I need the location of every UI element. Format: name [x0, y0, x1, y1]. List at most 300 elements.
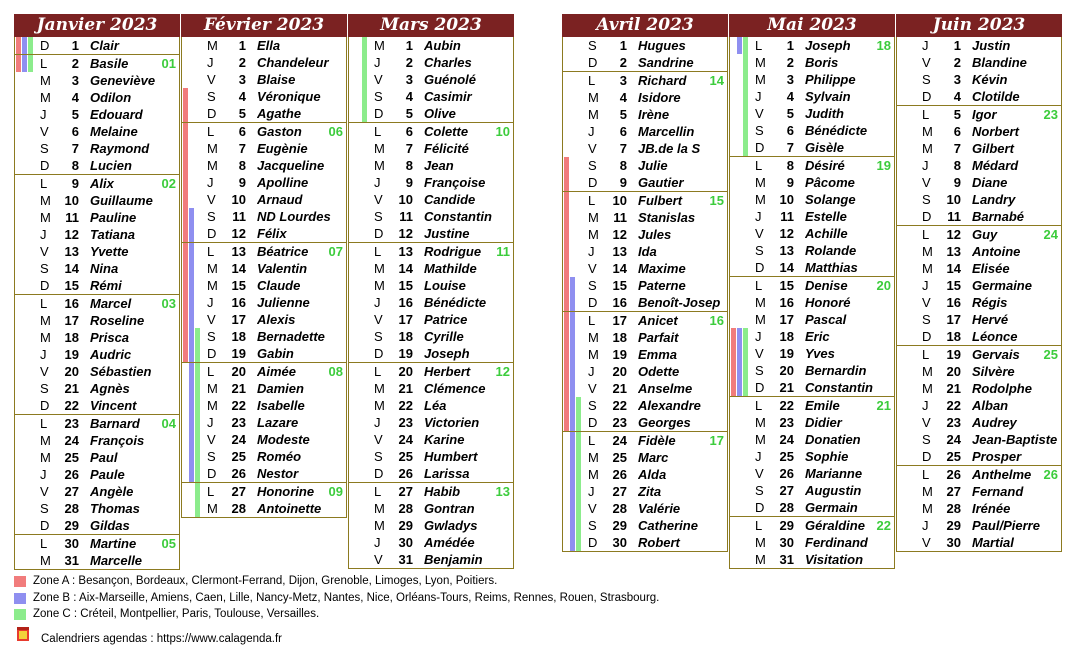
- weekday-letter: J: [922, 38, 929, 53]
- day-number: 6: [619, 124, 627, 139]
- holiday-zone-b-marker: [570, 312, 575, 329]
- weekday-letter: M: [40, 193, 51, 208]
- holiday-zone-a-marker: [183, 277, 188, 294]
- holiday-zone-b-marker: [189, 448, 194, 465]
- day-row: [349, 225, 513, 242]
- saint-name: Félicité: [424, 141, 469, 156]
- day-number: 28: [231, 501, 246, 516]
- day-number: 13: [779, 243, 794, 258]
- saint-name: Germaine: [972, 278, 1032, 293]
- weekday-letter: M: [40, 210, 51, 225]
- holiday-zone-a-marker: [564, 346, 569, 363]
- day-number: 23: [612, 415, 627, 430]
- saint-name: Marc: [638, 450, 669, 465]
- weekday-letter: D: [40, 158, 50, 173]
- day-number: 4: [786, 89, 794, 104]
- day-number: 17: [946, 312, 961, 327]
- holiday-zone-c-marker: [576, 432, 581, 449]
- weekday-letter: M: [207, 398, 218, 413]
- weekday-letter: V: [755, 226, 764, 241]
- weekday-letter: J: [588, 484, 595, 499]
- week-block: [563, 432, 727, 551]
- day-row: [182, 311, 346, 328]
- saint-name: Audric: [90, 347, 132, 362]
- day-number: 20: [779, 363, 794, 378]
- day-row: [349, 517, 513, 534]
- saint-name: Jean-Baptiste: [972, 432, 1058, 447]
- day-number: 22: [779, 398, 794, 413]
- holiday-zone-c-marker: [743, 88, 748, 105]
- week-number: 14: [709, 73, 724, 88]
- week-block: [349, 363, 513, 483]
- saint-name: Géraldine: [805, 518, 865, 533]
- weekday-letter: V: [207, 192, 216, 207]
- saint-name: Candide: [424, 192, 476, 207]
- day-number: 6: [71, 124, 79, 139]
- weekday-letter: S: [755, 123, 764, 138]
- holiday-zone-a-marker: [564, 260, 569, 277]
- day-row: [182, 363, 346, 380]
- saint-name: Eugènie: [257, 141, 308, 156]
- day-row: [563, 449, 727, 466]
- day-number: 9: [238, 175, 246, 190]
- day-number: 28: [64, 501, 79, 516]
- weekday-letter: M: [40, 553, 51, 568]
- weekday-letter: S: [922, 312, 931, 327]
- weekday-letter: L: [922, 227, 930, 242]
- holiday-zone-a-marker: [183, 88, 188, 105]
- holiday-zone-a-marker: [564, 243, 569, 260]
- day-row: [349, 500, 513, 517]
- day-row: [15, 432, 179, 449]
- holiday-zone-b-marker: [570, 414, 575, 431]
- day-row: [897, 328, 1061, 345]
- day-number: 12: [398, 226, 413, 241]
- weekday-letter: M: [40, 90, 51, 105]
- saint-name: Jean: [424, 158, 454, 173]
- saint-name: Blaise: [257, 72, 296, 87]
- weekday-letter: V: [207, 72, 216, 87]
- holiday-zone-b-marker: [189, 243, 194, 260]
- saint-name: Jacqueline: [257, 158, 325, 173]
- day-number: 23: [398, 415, 413, 430]
- holiday-zone-c-marker: [195, 500, 200, 517]
- day-row: [349, 88, 513, 105]
- week-block: [563, 192, 727, 312]
- zone-b-text: Zone B : Aix-Marseille, Amiens, Caen, Lille, Nancy-Metz, Nantes, Nice, Orléans-Tours, Reims, Rennes, Rouen, Strasbourg.: [33, 592, 660, 604]
- day-number: 12: [64, 227, 79, 242]
- saint-name: Béatrice: [257, 244, 309, 259]
- saint-name: Rémi: [90, 278, 122, 293]
- saint-name: Catherine: [638, 518, 698, 533]
- day-row: [897, 517, 1061, 534]
- week-number: 18: [876, 38, 891, 53]
- weekday-letter: S: [207, 329, 216, 344]
- weekday-letter: M: [755, 432, 766, 447]
- day-row: [730, 431, 894, 448]
- day-row: [182, 123, 346, 140]
- day-number: 27: [64, 484, 79, 499]
- day-number: 26: [231, 466, 246, 481]
- saint-name: François: [90, 433, 145, 448]
- holiday-zone-b-marker: [189, 465, 194, 482]
- saint-name: Victorien: [424, 415, 480, 430]
- weekday-letter: M: [755, 312, 766, 327]
- saint-name: Casimir: [424, 89, 472, 104]
- saint-name: Isabelle: [257, 398, 305, 413]
- holiday-zone-b-marker: [570, 517, 575, 534]
- weekday-letter: M: [207, 158, 218, 173]
- saint-name: Alexandre: [638, 398, 701, 413]
- week-block: [563, 312, 727, 432]
- saint-name: Anthelme: [972, 467, 1032, 482]
- week-number: 10: [495, 124, 510, 139]
- saint-name: Fernand: [972, 484, 1024, 499]
- day-row: [563, 89, 727, 106]
- weekday-letter: M: [755, 295, 766, 310]
- saint-name: Melaine: [90, 124, 138, 139]
- holiday-zone-a-marker: [183, 174, 188, 191]
- saint-name: Valentin: [257, 261, 308, 276]
- day-number: 1: [238, 38, 246, 53]
- saint-name: Bernadette: [257, 329, 325, 344]
- day-row: [730, 379, 894, 396]
- day-row: [730, 345, 894, 362]
- day-row: [182, 71, 346, 88]
- week-number: 24: [1043, 227, 1058, 242]
- saint-name: Fidèle: [638, 433, 676, 448]
- day-number: 3: [786, 72, 794, 87]
- saint-name: Prosper: [972, 449, 1022, 464]
- saint-name: Roméo: [257, 449, 302, 464]
- weekday-letter: L: [40, 56, 48, 71]
- day-number: 16: [231, 295, 246, 310]
- weekday-letter: D: [588, 55, 598, 70]
- month-body: [896, 37, 1062, 552]
- weekday-letter: D: [922, 209, 932, 224]
- day-row: [563, 54, 727, 71]
- day-number: 30: [612, 535, 627, 550]
- day-row: [730, 328, 894, 345]
- day-number: 22: [231, 398, 246, 413]
- holiday-zone-b-marker: [22, 55, 27, 72]
- saint-name: Blandine: [972, 55, 1027, 70]
- holiday-zone-a-marker: [564, 226, 569, 243]
- weekday-letter: D: [374, 466, 384, 481]
- weekday-letter: M: [207, 381, 218, 396]
- weekday-letter: D: [40, 278, 50, 293]
- saint-name: Mathilde: [424, 261, 477, 276]
- day-row: [897, 380, 1061, 397]
- weekday-letter: V: [922, 55, 931, 70]
- month-body: [562, 37, 728, 552]
- day-number: 25: [779, 449, 794, 464]
- weekday-letter: D: [922, 329, 932, 344]
- saint-name: Arnaud: [257, 192, 303, 207]
- day-row: [730, 259, 894, 276]
- day-number: 16: [612, 295, 627, 310]
- holiday-zone-b-marker: [737, 37, 742, 54]
- holiday-zone-b-marker: [22, 37, 27, 54]
- week-number: 02: [161, 176, 176, 191]
- saint-name: Raymond: [90, 141, 150, 156]
- holiday-zone-c-marker: [195, 431, 200, 448]
- saint-name: Anselme: [638, 381, 693, 396]
- day-number: 6: [786, 123, 794, 138]
- day-row: [15, 89, 179, 106]
- holiday-zone-a-marker: [564, 277, 569, 294]
- day-row: [563, 397, 727, 414]
- saint-name: Yves: [805, 346, 835, 361]
- day-number: 20: [64, 364, 79, 379]
- week-number: 21: [876, 398, 891, 413]
- saint-name: Clotilde: [972, 89, 1020, 104]
- day-row: [730, 482, 894, 499]
- saint-name: Rodolphe: [972, 381, 1032, 396]
- day-row: [349, 37, 513, 54]
- holiday-zone-a-marker: [564, 192, 569, 209]
- saint-name: Hervé: [972, 312, 1009, 327]
- saint-name: Prisca: [90, 330, 130, 345]
- month-column: [14, 14, 180, 570]
- day-row: [563, 123, 727, 140]
- month-column: [562, 14, 728, 570]
- day-row: [563, 517, 727, 534]
- saint-name: Colette: [424, 124, 469, 139]
- holiday-zone-c-marker: [195, 363, 200, 380]
- weekday-letter: L: [922, 347, 930, 362]
- month-body: [14, 37, 180, 570]
- day-row: [15, 192, 179, 209]
- holiday-zone-a-marker: [731, 345, 736, 362]
- week-block: [897, 466, 1061, 551]
- weekday-letter: L: [755, 38, 763, 53]
- saint-name: Yvette: [90, 244, 129, 259]
- day-number: 21: [779, 380, 794, 395]
- day-number: 26: [398, 466, 413, 481]
- day-number: 15: [779, 278, 794, 293]
- holiday-zone-c-marker: [743, 105, 748, 122]
- day-row: [182, 243, 346, 260]
- day-number: 25: [946, 449, 961, 464]
- week-block: [182, 123, 346, 243]
- day-number: 14: [231, 261, 246, 276]
- week-number: 20: [876, 278, 891, 293]
- week-number: 17: [709, 433, 724, 448]
- weekday-letter: M: [922, 141, 933, 156]
- saint-name: Zita: [638, 484, 662, 499]
- day-number: 2: [405, 55, 413, 70]
- weekday-letter: M: [755, 55, 766, 70]
- day-number: 25: [612, 450, 627, 465]
- day-row: [15, 175, 179, 192]
- credit-link[interactable]: Calendriers agendas : https://www.calagenda.fr: [41, 633, 282, 645]
- saint-name: Bernardin: [805, 363, 867, 378]
- day-number: 12: [779, 226, 794, 241]
- weekday-letter: J: [40, 467, 47, 482]
- holiday-zone-a-marker: [564, 157, 569, 174]
- day-number: 8: [953, 158, 961, 173]
- week-block: [15, 415, 179, 535]
- day-row: [15, 415, 179, 432]
- holiday-zone-c-marker: [362, 54, 367, 71]
- weekday-letter: V: [922, 415, 931, 430]
- saint-name: Marcel: [90, 296, 132, 311]
- day-number: 1: [619, 38, 627, 53]
- day-number: 24: [946, 432, 961, 447]
- day-row: [563, 37, 727, 54]
- saint-name: Hugues: [638, 38, 686, 53]
- week-number: 25: [1043, 347, 1058, 362]
- weekday-letter: J: [588, 364, 595, 379]
- saint-name: Alix: [90, 176, 114, 191]
- holiday-zone-a-marker: [183, 345, 188, 362]
- day-row: [15, 209, 179, 226]
- week-number: 09: [328, 484, 343, 499]
- holiday-zone-c-marker: [362, 37, 367, 54]
- saint-name: Richard: [638, 73, 687, 88]
- day-row: [563, 192, 727, 209]
- saint-name: Joseph: [424, 346, 470, 361]
- day-number: 13: [398, 244, 413, 259]
- day-row: [182, 105, 346, 122]
- holiday-zone-a-marker: [183, 328, 188, 345]
- day-number: 18: [398, 329, 413, 344]
- day-row: [349, 345, 513, 362]
- holiday-zone-c-marker: [743, 139, 748, 156]
- weekday-letter: V: [588, 381, 597, 396]
- weekday-letter: M: [374, 518, 385, 533]
- day-row: [563, 380, 727, 397]
- saint-name: Gervais: [972, 347, 1020, 362]
- day-number: 7: [71, 141, 79, 156]
- weekday-letter: J: [374, 175, 381, 190]
- day-number: 7: [953, 141, 961, 156]
- day-number: 27: [231, 484, 246, 499]
- day-row: [15, 466, 179, 483]
- day-number: 24: [231, 432, 246, 447]
- holiday-zone-c-marker: [743, 71, 748, 88]
- weekday-letter: D: [207, 346, 217, 361]
- weekday-letter: M: [588, 467, 599, 482]
- holiday-zone-b-marker: [570, 294, 575, 311]
- day-number: 18: [946, 329, 961, 344]
- weekday-letter: V: [207, 312, 216, 327]
- weekday-letter: M: [588, 210, 599, 225]
- day-number: 1: [953, 38, 961, 53]
- day-number: 26: [946, 467, 961, 482]
- day-number: 2: [953, 55, 961, 70]
- day-number: 23: [231, 415, 246, 430]
- month-column: [181, 14, 347, 570]
- day-number: 23: [779, 415, 794, 430]
- day-number: 24: [64, 433, 79, 448]
- saint-name: Germain: [805, 500, 858, 515]
- weekday-letter: M: [922, 484, 933, 499]
- holiday-zone-b-marker: [189, 277, 194, 294]
- day-number: 28: [612, 501, 627, 516]
- weekday-letter: V: [40, 124, 49, 139]
- day-row: [182, 414, 346, 431]
- day-row: [349, 294, 513, 311]
- saint-name: Françoise: [424, 175, 486, 190]
- saint-name: Sylvain: [805, 89, 851, 104]
- day-row: [897, 208, 1061, 225]
- saint-name: Geneviève: [90, 73, 156, 88]
- holiday-zone-c-marker: [195, 483, 200, 500]
- saint-name: Guillaume: [90, 193, 153, 208]
- saint-name: Véronique: [257, 89, 321, 104]
- day-row: [182, 88, 346, 105]
- day-number: 11: [947, 209, 961, 224]
- day-row: [897, 466, 1061, 483]
- weekday-letter: L: [207, 484, 215, 499]
- weekday-letter: M: [755, 415, 766, 430]
- day-number: 11: [65, 210, 79, 225]
- holiday-zone-b-marker: [570, 363, 575, 380]
- day-row: [563, 466, 727, 483]
- holiday-zone-c-marker: [362, 88, 367, 105]
- day-number: 28: [398, 501, 413, 516]
- day-row: [182, 294, 346, 311]
- day-row: [563, 226, 727, 243]
- week-block: [15, 535, 179, 569]
- saint-name: Emma: [638, 347, 678, 362]
- weekday-letter: V: [40, 484, 49, 499]
- day-number: 11: [399, 209, 413, 224]
- day-row: [897, 483, 1061, 500]
- zone-a-text: Zone A : Besançon, Bordeaux, Clermont-Ferrand, Dijon, Grenoble, Limoges, Lyon, Poitiers.: [33, 575, 498, 587]
- weekday-letter: V: [755, 466, 764, 481]
- day-row: [15, 500, 179, 517]
- holiday-zone-a-marker: [731, 379, 736, 396]
- day-row: [349, 260, 513, 277]
- weekday-letter: V: [374, 552, 383, 567]
- saint-name: Gildas: [90, 518, 130, 533]
- day-row: [182, 157, 346, 174]
- holiday-zone-b-marker: [189, 311, 194, 328]
- day-row: [15, 260, 179, 277]
- zone-c-text: Zone C : Créteil, Montpellier, Paris, Toulouse, Versailles.: [33, 608, 320, 620]
- day-row: [349, 397, 513, 414]
- day-row: [349, 277, 513, 294]
- day-number: 13: [231, 244, 246, 259]
- holiday-zone-c-marker: [28, 37, 33, 54]
- day-row: [730, 105, 894, 122]
- month-title: Mai 2023: [729, 14, 895, 37]
- weekday-letter: J: [755, 329, 762, 344]
- day-row: [730, 208, 894, 225]
- day-row: [182, 448, 346, 465]
- weekday-letter: M: [40, 450, 51, 465]
- day-number: 8: [786, 158, 794, 173]
- weekday-letter: J: [207, 295, 214, 310]
- day-row: [897, 277, 1061, 294]
- saint-name: Léonce: [972, 329, 1018, 344]
- day-number: 31: [64, 553, 79, 568]
- day-row: [15, 346, 179, 363]
- saint-name: Sandrine: [638, 55, 694, 70]
- month-column: [896, 14, 1062, 570]
- saint-name: Pâcome: [805, 175, 855, 190]
- weekday-letter: D: [207, 226, 217, 241]
- holiday-zone-c-marker: [576, 534, 581, 551]
- day-row: [730, 551, 894, 568]
- day-row: [563, 260, 727, 277]
- day-number: 1: [405, 38, 413, 53]
- day-row: [730, 157, 894, 174]
- week-number: 23: [1043, 107, 1058, 122]
